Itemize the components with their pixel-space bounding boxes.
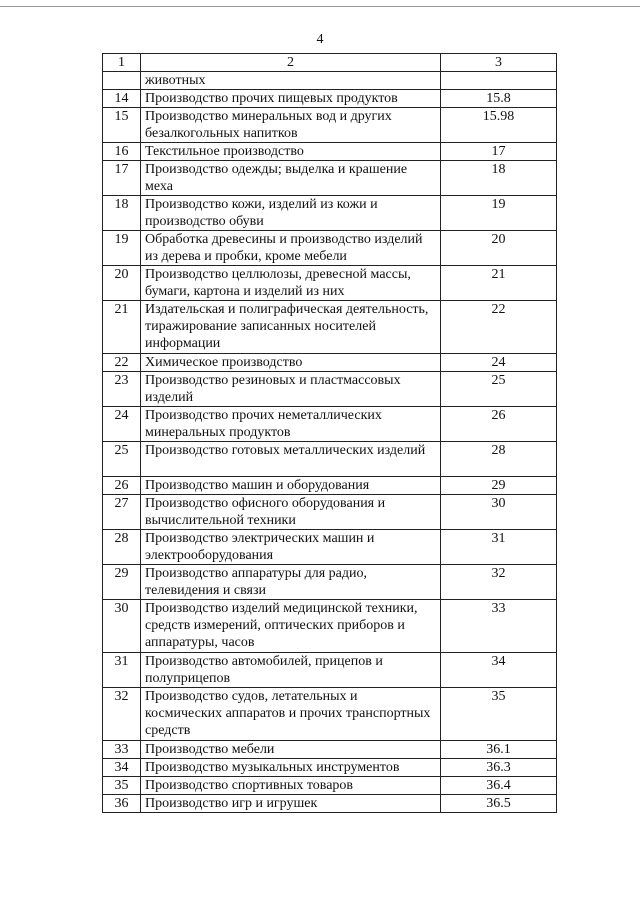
- okved-code: 32: [441, 565, 557, 600]
- table-row: [103, 653, 557, 688]
- okved-code: 18: [441, 161, 557, 196]
- table-row: [103, 301, 557, 354]
- table-row: [103, 759, 557, 777]
- activity-codes-table: [102, 53, 557, 813]
- table-row: [103, 565, 557, 600]
- column-header-1: 1: [103, 54, 141, 72]
- activity-name: Обработка древесины и производство изделий из дерева и пробки, кроме мебели: [141, 231, 441, 266]
- okved-code: 29: [441, 477, 557, 495]
- table-row: [103, 795, 557, 813]
- okved-code: 36.1: [441, 741, 557, 759]
- page-number: 4: [316, 32, 324, 47]
- table-row: [103, 495, 557, 530]
- row-number: 26: [103, 477, 141, 495]
- okved-code: 36.4: [441, 777, 557, 795]
- table-row: [103, 777, 557, 795]
- okved-code: [441, 72, 557, 90]
- row-number: 14: [103, 90, 141, 108]
- row-number: 36: [103, 795, 141, 813]
- activity-name: Производство одежды; выделка и крашение меха: [141, 161, 441, 196]
- row-number: 25: [103, 442, 141, 477]
- row-number: 19: [103, 231, 141, 266]
- activity-name: Издательская и полиграфическая деятельность, тиражирование записанных носителей информации: [141, 301, 441, 354]
- table-row: [103, 530, 557, 565]
- row-number: 27: [103, 495, 141, 530]
- table-row: [103, 741, 557, 759]
- table-body: [103, 54, 557, 813]
- row-number: 16: [103, 143, 141, 161]
- okved-code: 22: [441, 301, 557, 354]
- activity-name: Производство аппаратуры для радио, телевидения и связи: [141, 565, 441, 600]
- activity-name: Текстильное производство: [141, 143, 441, 161]
- okved-code: 36.5: [441, 795, 557, 813]
- activity-name: Производство прочих пищевых продуктов: [141, 90, 441, 108]
- activity-name: Производство судов, летательных и космических аппаратов и прочих транспортных средств: [141, 688, 441, 741]
- row-number: 24: [103, 407, 141, 442]
- row-number: 31: [103, 653, 141, 688]
- column-header-3: 3: [441, 54, 557, 72]
- activity-name: Производство изделий медицинской техники, средств измерений, оптических приборов и аппаратуры, часов: [141, 600, 441, 653]
- row-number: 17: [103, 161, 141, 196]
- row-number: 35: [103, 777, 141, 795]
- activity-name: Химическое производство: [141, 354, 441, 372]
- activity-name: Производство автомобилей, прицепов и полуприцепов: [141, 653, 441, 688]
- okved-code: 24: [441, 354, 557, 372]
- row-number: 18: [103, 196, 141, 231]
- table-row: [103, 688, 557, 741]
- okved-code: 20: [441, 231, 557, 266]
- activity-name: Производство спортивных товаров: [141, 777, 441, 795]
- table-row: [103, 90, 557, 108]
- column-header-2: 2: [141, 54, 441, 72]
- table-row: [103, 266, 557, 301]
- table-row: [103, 442, 557, 477]
- okved-code: 15.98: [441, 108, 557, 143]
- okved-code: 26: [441, 407, 557, 442]
- top-rule: [0, 6, 640, 7]
- row-number: 15: [103, 108, 141, 143]
- row-number: 34: [103, 759, 141, 777]
- okved-code: 19: [441, 196, 557, 231]
- row-number: 30: [103, 600, 141, 653]
- table-row: [103, 600, 557, 653]
- table-row: [103, 108, 557, 143]
- activity-name: Производство резиновых и пластмассовых изделий: [141, 372, 441, 407]
- row-number: 20: [103, 266, 141, 301]
- activity-name: Производство целлюлозы, древесной массы, бумаги, картона и изделий из них: [141, 266, 441, 301]
- activity-name: Производство готовых металлических изделий: [141, 442, 441, 477]
- row-number: 33: [103, 741, 141, 759]
- row-number: 22: [103, 354, 141, 372]
- okved-code: 36.3: [441, 759, 557, 777]
- activity-name: Производство машин и оборудования: [141, 477, 441, 495]
- row-number: 23: [103, 372, 141, 407]
- table-row: [103, 231, 557, 266]
- row-number: [103, 72, 141, 90]
- table-row: [103, 161, 557, 196]
- okved-code: 25: [441, 372, 557, 407]
- okved-code: 28: [441, 442, 557, 477]
- okved-code: 34: [441, 653, 557, 688]
- table-row: [103, 372, 557, 407]
- activity-name: Производство офисного оборудования и вычислительной техники: [141, 495, 441, 530]
- activity-name: Производство прочих неметаллических минеральных продуктов: [141, 407, 441, 442]
- activity-name: Производство электрических машин и электрооборудования: [141, 530, 441, 565]
- okved-code: 17: [441, 143, 557, 161]
- okved-code: 33: [441, 600, 557, 653]
- row-number: 29: [103, 565, 141, 600]
- activity-name: Производство мебели: [141, 741, 441, 759]
- okved-code: 35: [441, 688, 557, 741]
- activity-name: Производство минеральных вод и других безалкогольных напитков: [141, 108, 441, 143]
- table-row: [103, 407, 557, 442]
- table-row: [103, 354, 557, 372]
- activity-name: животных: [141, 72, 441, 90]
- table-row: [103, 143, 557, 161]
- row-number: 32: [103, 688, 141, 741]
- okved-code: 21: [441, 266, 557, 301]
- okved-code: 31: [441, 530, 557, 565]
- activity-name: Производство игр и игрушек: [141, 795, 441, 813]
- row-number: 21: [103, 301, 141, 354]
- row-number: 28: [103, 530, 141, 565]
- activity-name: Производство музыкальных инструментов: [141, 759, 441, 777]
- table-row: [103, 196, 557, 231]
- table-header-row: [103, 54, 557, 72]
- table-row: [103, 72, 557, 90]
- activity-name: Производство кожи, изделий из кожи и производство обуви: [141, 196, 441, 231]
- okved-code: 30: [441, 495, 557, 530]
- okved-code: 15.8: [441, 90, 557, 108]
- table-row: [103, 477, 557, 495]
